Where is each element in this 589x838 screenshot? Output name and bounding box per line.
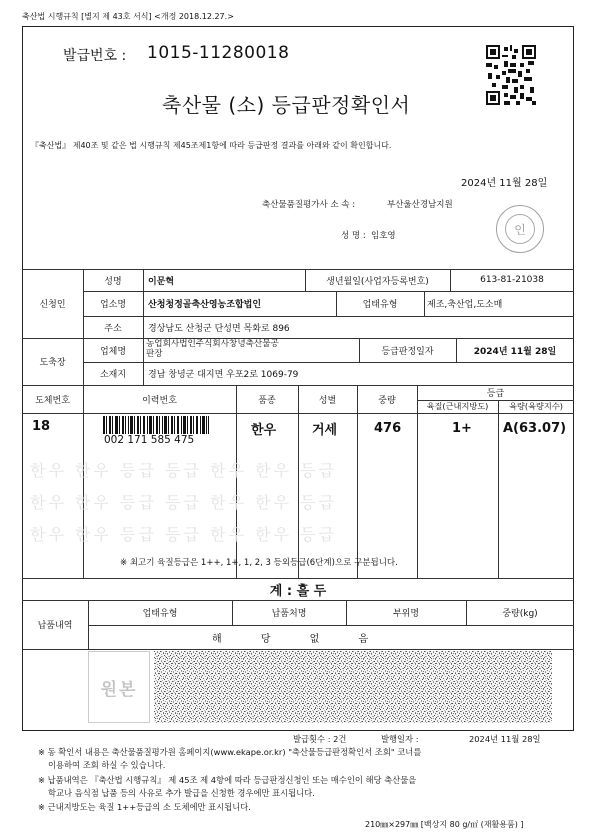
grade-footnote: ※ 최고기 육질등급은 1++, 1+, 1, 2, 3 등외등급(6단계)으로 구분됩니다. [120,558,398,568]
slaughterhouse-section-label: 도축장 [39,358,66,368]
applicant-name-label: 성명 [104,276,122,287]
grade-date-label: 등급판정일자 [381,346,434,357]
address-label: 주소 [104,323,122,334]
yield-grade: A(63.07) [503,420,567,436]
inspector-name: 임호영 [371,231,396,241]
note-2-cont: 학교나 음식점 납품 등의 사유로 추가 발급을 신청한 경우에만 표시됩니다. [48,788,315,798]
note-1-cont: 이용하여 조회 하실 수 있습니다. [48,760,166,770]
grade-date: 2024년 11월 28일 [473,346,557,357]
original-stamp-text: 원본 [100,679,138,700]
company-label: 업체명 [99,346,127,357]
form-reference: 축산법 시행규칙 [별지 제 43호 서식] <개정 2018.12.27.> [22,12,234,21]
issue-count: 발급횟수 : 2건 [293,734,347,744]
note-3: ※ 근내지방도는 육질 1++등급의 소 도체에만 표시됩니다. [38,802,251,812]
seal-center: 인 [505,214,535,244]
intro-text: 『축산법』 제40조 및 같은 법 시행규칙 제45조제1항에 따라 등급판정 결과를 아래와 같이 확인합니다. [31,141,392,150]
inspector-label: 축산물품질평가사 소 속 : [262,200,356,210]
th-sex: 성별 [318,395,337,406]
delivery-empty-text: 해 당 없 음 [212,633,369,645]
company-name-line1: 농업회사법인주식회사창녕축산물공 [146,339,279,349]
note-1: ※ 동 확인서 내용은 축산물품질평가원 홈페이지(www.ekape.or.kr) "축산물등급판정확인서 조회" 코너를 [38,747,422,757]
security-noise-pattern [154,651,552,723]
delivery-weight-header: 중량(kg) [502,609,538,619]
watermark-pattern-3: 한우 한우 등급 등급 한우 한우 등급 [30,525,337,544]
carcass-no: 18 [32,418,51,434]
th-trace-no: 이력번호 [142,395,177,406]
th-carcass-no: 도체번호 [35,395,70,406]
birth-label: 생년월일(사업자등록번호) [326,276,429,287]
watermark-pattern-2: 한우 한우 등급 등급 한우 한우 등급 [30,493,337,512]
th-yield: 육량(육량지수) [509,401,563,411]
paper-spec: 210㎜×297㎜ [백상지 80 g/㎡ (재활용품) ] [365,820,524,829]
location-value: 경남 창녕군 대지면 우포2로 1069-79 [148,370,299,380]
breed: 한우 [251,422,277,438]
birth-value: 613-81-21038 [480,275,544,285]
th-weight: 중량 [378,395,396,406]
watermark-pattern-1: 한우 한우 등급 등급 한우 한우 등급 [30,461,337,480]
inspector-org: 부산울산경남지원 [387,200,453,210]
th-quality: 육질(근내지방도) [426,401,489,411]
business-name: 산청청정골축산영농조합법인 [148,300,262,310]
note-2: ※ 납품내역은 『축산법 시행규칙』 제 45조 제 4항에 따라 등급판정신청인 또는 매수인이 해당 축산물을 [38,775,417,785]
company-name [146,339,279,359]
total-row: 계 : 흘 두 [269,583,327,599]
business-label: 업소명 [99,300,127,310]
issue-date: 2024년 11월 28일 [461,178,548,189]
delivery-dest-header: 납품처명 [271,609,307,619]
issue-number: 1015-11280018 [147,43,290,63]
business-type: 제조,축산업,도소매 [427,300,503,310]
applicant-name: 이문혁 [148,276,175,287]
delivery-part-header: 부위명 [392,609,420,619]
th-grade: 등급 [486,389,505,399]
inspector-name-label: 성 명 : [341,231,366,241]
company-name-line2: 판장 [146,349,163,359]
trace-no: 002 171 585 475 [104,434,195,446]
document-title: 축산물 (소) 등급판정확인서 [162,93,411,117]
quality-grade: 1+ [452,420,472,436]
address-value: 경상남도 산청군 단성면 목화로 896 [148,323,290,334]
issue-number-label: 발급번호 : [63,48,127,64]
business-type-label: 업태유형 [362,300,398,310]
weight: 476 [374,420,402,436]
footer-issue-date: 2024년 11월 28일 [469,734,541,744]
applicant-section-label: 신청인 [39,300,66,310]
delivery-type-header: 업태유형 [142,609,178,619]
issue-date-label: 발행일자 : [381,734,419,744]
location-label: 소재지 [99,370,127,380]
official-seal [496,205,544,253]
barcode-icon [103,416,209,434]
delivery-section-label: 납품내역 [37,621,73,631]
qr-code-icon [486,45,536,105]
th-breed: 품종 [258,395,276,406]
sex: 거세 [312,422,338,438]
original-stamp [88,651,150,723]
